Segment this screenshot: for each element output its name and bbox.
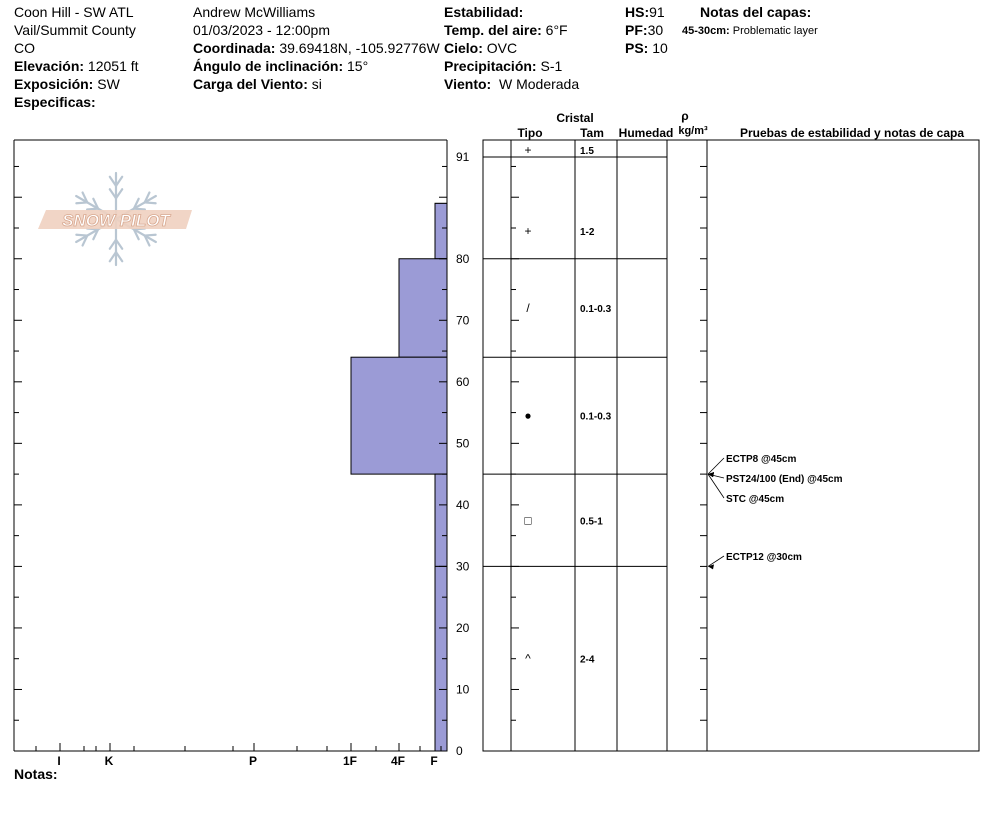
layer-note: 45-30cm: Problematic layer	[682, 25, 818, 37]
crystal-symbol-1: +	[524, 224, 532, 239]
layer-table	[483, 140, 979, 751]
col-crystal: Cristal	[556, 111, 594, 125]
hardness-bar-4	[435, 474, 447, 566]
col-rho: ρ	[681, 109, 689, 123]
hardness-axis	[36, 743, 441, 768]
crystal-size-1: 1-2	[580, 227, 595, 239]
stability: Estabilidad:	[444, 4, 524, 20]
crystal-size-4: 0.5-1	[580, 516, 603, 528]
crystal-symbol-2: /	[526, 300, 530, 315]
height-tick-40: 40	[456, 497, 470, 512]
stability-tests	[708, 454, 843, 569]
height-tick-10: 10	[456, 682, 470, 697]
crystal-size-2: 0.1-0.3	[580, 303, 612, 315]
specifics: Especificas:	[14, 94, 96, 110]
pf: PF:30	[625, 22, 664, 38]
coordinates: Coordinada: 39.69418N, -105.92776W	[193, 40, 440, 56]
elevation: Elevación: 12051 ft	[14, 58, 139, 74]
test-leader-3	[708, 556, 724, 566]
wind-load: Carga del Viento: si	[193, 76, 322, 92]
layer-notes-title: Notas del capas:	[700, 4, 812, 20]
sky: Cielo: OVC	[444, 40, 518, 56]
precipitation: Precipitación: S-1	[444, 58, 563, 74]
hardness-label-4F: 4F	[390, 754, 406, 768]
wind: Viento: W Moderada	[444, 76, 580, 92]
notes-label: Notas:	[14, 766, 58, 782]
height-tick-0: 0	[456, 744, 463, 758]
crystal-size-5: 2-4	[580, 654, 595, 666]
test-label-0: ECTP8 @45cm	[726, 454, 797, 465]
height-tick-91: 91	[456, 150, 470, 164]
datetime: 01/03/2023 - 12:00pm	[193, 22, 330, 38]
crystal-symbol-5: ^	[525, 651, 531, 666]
crystal-size-0: 1.5	[580, 146, 594, 157]
hardness-bar-3	[351, 357, 447, 474]
snowpilot-logo	[38, 173, 192, 265]
aspect: Exposición: SW	[14, 76, 120, 92]
col-density: kg/m³	[678, 125, 708, 137]
hs: HS:91	[625, 4, 665, 20]
test-label-1: PST24/100 (End) @45cm	[726, 474, 843, 485]
test-leader-0	[708, 458, 724, 474]
air-temp: Temp. del aire: 6°F	[444, 22, 568, 38]
hardness-label-1F: 1F	[342, 754, 358, 768]
slope-angle: Ángulo de inclinación: 15°	[193, 58, 369, 74]
height-tick-60: 60	[456, 374, 470, 389]
height-tick-30: 30	[456, 559, 470, 574]
height-tick-80: 80	[456, 251, 470, 266]
location: Coon Hill - SW ATL	[14, 4, 134, 20]
hardness-bars	[351, 203, 447, 751]
crystal-symbol-0: +	[524, 143, 532, 157]
hardness-bar-2	[399, 259, 447, 357]
height-tick-20: 20	[456, 620, 470, 635]
crystal-symbol-3: ●	[524, 408, 532, 423]
test-label-3: ECTP12 @30cm	[726, 552, 802, 563]
hardness-bar-1	[435, 203, 447, 258]
col-tests: Pruebas de estabilidad y notas de capa	[739, 126, 965, 140]
height-tick-70: 70	[456, 313, 470, 328]
col-size: Tam	[580, 126, 604, 140]
hardness-label-F: F	[430, 754, 438, 768]
crystal-size-3: 0.1-0.3	[580, 411, 612, 423]
hardness-label-I: I	[57, 754, 61, 768]
test-label-2: STC @45cm	[726, 494, 785, 505]
observer: Andrew McWilliams	[193, 4, 316, 20]
state: CO	[14, 40, 35, 56]
hardness-label-P: P	[248, 754, 258, 768]
region: Vail/Summit County	[14, 22, 136, 38]
col-moisture: Humedad	[618, 126, 674, 140]
height-tick-50: 50	[456, 436, 470, 451]
col-type: Tipo	[517, 126, 543, 140]
logo-text: SNOW PILOT	[62, 211, 170, 230]
ps: PS: 10	[625, 40, 668, 56]
crystal-symbol-4: □	[524, 513, 532, 528]
hardness-label-K: K	[104, 754, 114, 768]
